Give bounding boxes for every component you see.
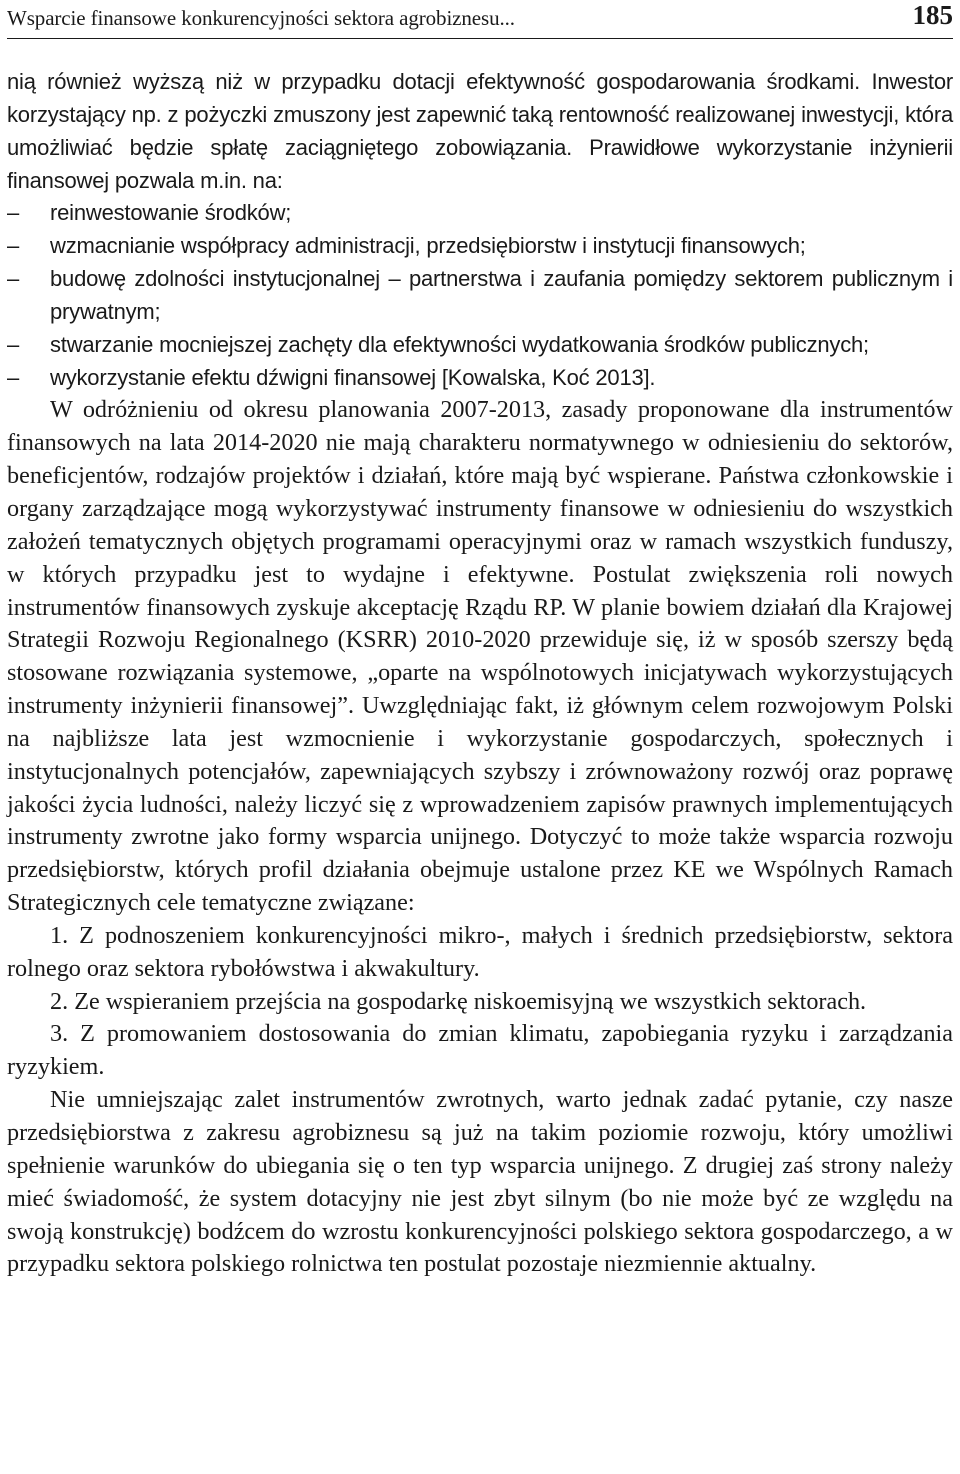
- list-item: [7, 197, 953, 230]
- numbered-item: 3. Z promowaniem dostosowania do zmian klimatu, zapobiegania ryzyku i zarządzania ryzykiem.: [7, 1020, 953, 1081]
- benefits-list: [7, 197, 953, 394]
- dash-marker: –: [7, 233, 20, 259]
- dash-marker: –: [7, 266, 20, 292]
- running-header-title: Wsparcie finansowe konkurencyjności sektora agrobiznesu...: [7, 6, 515, 30]
- closing-paragraph: Nie umniejszając zalet instrumentów zwrotnych, warto jednak zadać pytanie, czy nasze przedsiębiorstwa z zakresu agrobiznesu są już na takim poziomie rozwoju, który umożliwi spełnienie warunków do ubiegania się o ten typ wsparcia unijnego. Z drugiej zaś strony należy mieć świadomość, że system dotacyjny nie jest zbyt silnym (bo nie może być ze względu na swoją konstrukcję) bodźcem do wzrostu konkurencyjności polskiego sektora gospodarczego, a w przypadku sektora polskiego rolnictwa ten postulat pozostaje niezmiennie aktualny.: [7, 1086, 953, 1278]
- numbered-item: 1. Z podnoszeniem konkurencyjności mikro-, małych i średnich przedsiębiorstw, sektora rolnego oraz sektora rybołówstwa i akwakultury.: [7, 921, 953, 982]
- book-page: [7, 0, 953, 1281]
- main-paragraph: W odróżnieniu od okresu planowania 2007-2013, zasady proponowane dla instrumentów finansowych na lata 2014-2020 nie mają charakteru normatywnego w odniesieniu do sektorów, beneficjentów, rodzajów projektów i działań, które mają być wspierane. Państwa członkowskie i organy zarządzające mogą wykorzystywać instrumenty finansowe w odniesieniu do wszystkich założeń tematycznych objętych programami operacyjnymi oraz w ramach wszystkich funduszy, w których przypadku jest to wydajne i efektywne. Postulat zwiększenia roli nowych instrumentów finansowych zyskuje akceptację Rządu RP. W planie bowiem działań dla Krajowej Strategii Rozwoju Regionalnego (KSRR) 2010-2020 przewiduje się, iż w sposób szerszy będą stosowane rozwiązania systemowe, „oparte na wspólnotowych inicjatywach wykorzystujących instrumenty inżynierii finansowej”. Uwzględniając fakt, iż głównym celem rozwojowym Polski na najbliższe lata jest wzmocnienie i wykorzystanie gospodarczych, społecznych i instytucjonalnych potencjałów, zapewniających szybszy i zrównoważony rozwój oraz poprawę jakości życia ludności, należy liczyć się z wprowadzeniem zapisów prawnych implementujących instrumenty zwrotne jako formy wsparcia unijnego. Dotyczyć to może także wsparcia rozwoju przedsiębiorstw, których profil działania obejmuje ustalone przez KE we Wspólnych Ramach Strategicznych cele tematyczne związane:: [7, 396, 953, 917]
- list-item-text: wzmacnianie współpracy administracji, przedsiębiorstw i instytucji finansowych;: [50, 233, 806, 259]
- running-header: [7, 0, 953, 39]
- page-number: 185: [912, 0, 953, 30]
- list-item: [7, 329, 953, 362]
- dash-marker: –: [7, 331, 20, 357]
- dash-marker: –: [7, 200, 20, 226]
- intro-paragraph: nią również wyższą niż w przypadku dotacji efektywność gospodarowania środkami. Inwestor korzystający np. z pożyczki zmuszony jest zapewnić taką rentowność realizowanej inwestycji, która umożliwiać będzie spłatę zaciągniętego zobowiązania. Prawidłowe wykorzystanie inżynierii finansowej pozwala m.in. na:: [7, 69, 953, 193]
- list-item-text: stwarzanie mocniejszej zachęty dla efektywności wydatkowania środków publicznych;: [50, 331, 869, 357]
- dash-marker: –: [7, 364, 20, 390]
- list-item: [7, 362, 953, 395]
- list-item-text: wykorzystanie efektu dźwigni finansowej [Kowalska, Koć 2013].: [50, 364, 656, 390]
- list-item: [7, 263, 953, 329]
- numbered-item: 2. Ze wspieraniem przejścia na gospodarkę niskoemisyjną we wszystkich sektorach.: [50, 987, 867, 1015]
- list-item: [7, 230, 953, 263]
- body-text: [7, 66, 953, 1281]
- list-item-text: budowę zdolności instytucjonalnej – partnerstwa i zaufania pomiędzy sektorem publicznym i prywatnym;: [50, 266, 953, 324]
- list-item-text: reinwestowanie środków;: [50, 200, 292, 226]
